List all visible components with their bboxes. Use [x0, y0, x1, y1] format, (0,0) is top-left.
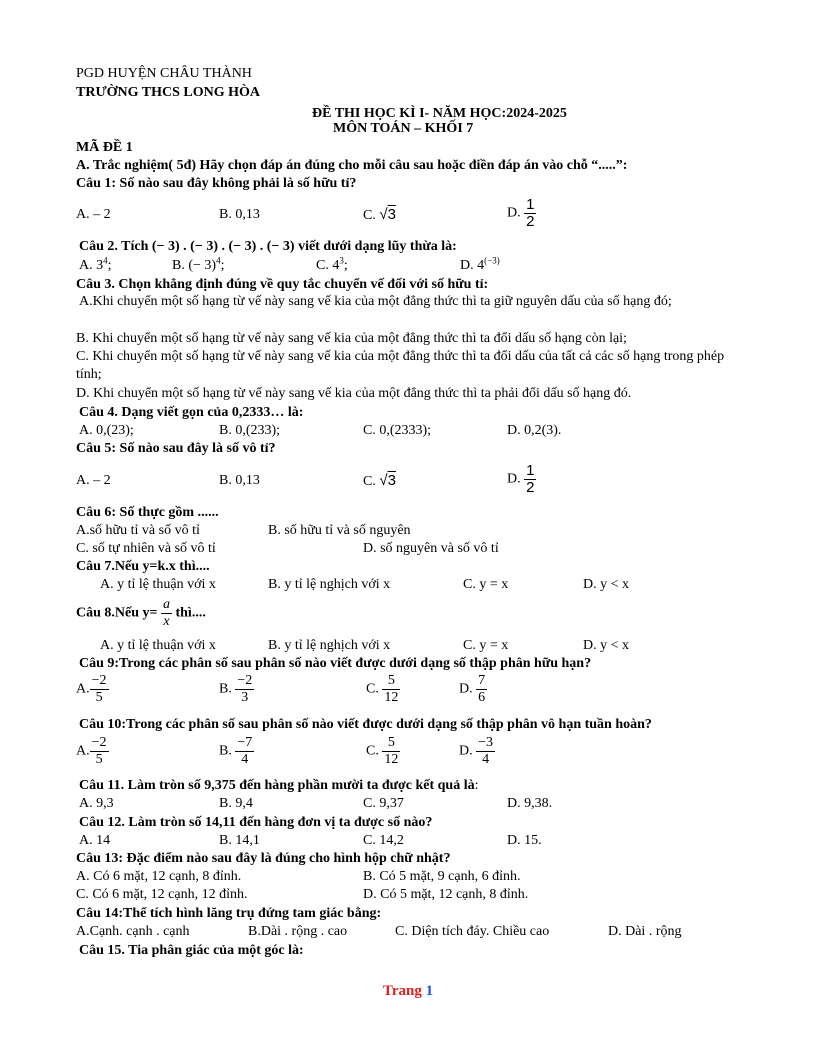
- fraction: $\frac{7}{6}$: [478, 673, 486, 705]
- q5-option-b: B. 0,13: [219, 473, 260, 488]
- question-11-stem: Câu 11. Làm tròn số 9,375 đến hàng phần mười ta được kết quả là:: [79, 778, 479, 793]
- exam-title: ĐỀ THI HỌC KÌ I- NĂM HỌC:2024-2025: [312, 106, 567, 121]
- question-10-stem: Câu 10:Trong các phân số sau phân số nào viết được dưới dạng số thập phân vô hạn tuần hoàn?: [79, 717, 652, 732]
- question-6-stem: Câu 6: Số thực gồm ......: [76, 505, 219, 520]
- question-7-stem: Câu 7.Nếu y=k.x thì....: [76, 559, 210, 574]
- question-14-stem: Câu 14:Thể tích hình lăng trụ đứng tam giác bằng:: [76, 906, 382, 921]
- q13-option-a: A. Có 6 mặt, 12 cạnh, 8 đỉnh.: [76, 869, 242, 884]
- q12-option-a: A. 14: [79, 833, 111, 848]
- q11-option-a: A. 9,3: [79, 796, 114, 811]
- sqrt-symbol: √3: [379, 206, 396, 223]
- page-footer: [0, 983, 816, 1000]
- q11-option-b: B. 9,4: [219, 796, 253, 811]
- question-2-stem: Câu 2. Tích (− 3) . (− 3) . (− 3) . (− 3) viết dưới dạng lũy thừa là:: [79, 239, 457, 254]
- q8-option-b: B. y tỉ lệ nghịch với x: [268, 638, 391, 653]
- q14-option-d: D. Dài . rộng: [608, 924, 682, 939]
- q9-option-a: A. $\frac{-2}{5}$: [76, 673, 107, 705]
- q5-option-c: C. √3: [363, 472, 396, 489]
- question-3-stem: Câu 3. Chọn khẳng định đúng về quy tắc chuyển vế đối với số hữu tỉ:: [76, 277, 489, 292]
- q2-option-a: A. $3^4$;: [79, 255, 112, 273]
- q11-option-d: D. 9,38.: [507, 796, 553, 811]
- question-1-stem: Câu 1: Số nào sau đây không phải là số hữu tỉ?: [76, 176, 357, 191]
- question-8-stem: Câu 8.Nếu y= $\frac{a}{x}$ thì....: [76, 597, 206, 629]
- fraction: $\frac{5}{12}$: [384, 735, 399, 767]
- q1-option-a: A. – 2: [76, 207, 111, 222]
- q11-option-c: C. 9,37: [363, 796, 404, 811]
- q9-option-d: D. $\frac{7}{6}$: [459, 673, 486, 705]
- question-15-stem: Câu 15. Tia phân giác của một góc là:: [79, 943, 304, 958]
- q3-option-b: B. Khi chuyển một số hạng từ vế này sang vế kia của một đẳng thức thì ta đổi dấu số hạng còn lại;: [76, 331, 627, 346]
- q6-option-a: A.số hữu tỉ và số vô tỉ: [76, 523, 200, 538]
- q7-option-a: A. y tỉ lệ thuận với x: [100, 577, 216, 592]
- q13-option-b: B. Có 5 mặt, 9 cạnh, 6 đỉnh.: [363, 869, 521, 884]
- q4-option-b: B. 0,(233);: [219, 423, 281, 438]
- q14-option-c: C. Diện tích đáy. Chiều cao: [395, 924, 550, 939]
- q10-option-d: D. $\frac{-3}{4}$: [459, 735, 494, 767]
- department-name: PGD HUYỆN CHÂU THÀNH: [76, 66, 252, 81]
- fraction: $\frac{-7}{4}$: [237, 735, 253, 767]
- q5-option-d: D. $\frac{1}{2}$: [507, 462, 535, 496]
- q3-option-d: D. Khi chuyển một số hạng từ vế này sang vế kia của một đẳng thức thì ta phải đổi dấu số hạng đó.: [76, 386, 632, 401]
- exam-code: MÃ ĐỀ 1: [76, 140, 133, 155]
- page-label: Trang: [382, 983, 422, 999]
- q10-option-a: A. $\frac{-2}{5}$: [76, 735, 107, 767]
- exam-subject: MÔN TOÁN – KHỐI 7: [333, 121, 474, 136]
- q12-option-d: D. 15.: [507, 833, 542, 848]
- q14-option-a: A.Cạnh. cạnh . cạnh: [76, 924, 190, 939]
- fraction: $\frac{1}{2}$: [526, 196, 535, 230]
- q9-option-c: C. $\frac{5}{12}$: [366, 673, 399, 705]
- q4-option-c: C. 0,(2333);: [363, 423, 432, 438]
- q8-option-c: C. y = x: [463, 638, 509, 653]
- q1-option-c: C. √3: [363, 206, 396, 223]
- q6-option-d: D. số nguyên và số vô tỉ: [363, 541, 499, 556]
- q8-option-d: D. y < x: [583, 638, 630, 653]
- question-5-stem: Câu 5: Số nào sau đây là số vô tỉ?: [76, 441, 276, 456]
- q9-option-b: B. $\frac{-2}{3}$: [219, 673, 253, 705]
- q13-option-c: C. Có 6 mặt, 12 cạnh, 12 đỉnh.: [76, 887, 248, 902]
- fraction: $\frac{-2}{5}$: [91, 673, 107, 705]
- fraction: $\frac{a}{x}$: [162, 597, 170, 629]
- fraction: $\frac{-3}{4}$: [478, 735, 494, 767]
- q6-option-b: B. số hữu tỉ và số nguyên: [268, 523, 411, 538]
- q12-option-b: B. 14,1: [219, 833, 260, 848]
- q3-option-a: A.Khi chuyển một số hạng từ vế này sang vế kia của một đẳng thức thì ta giữ nguyên dấu của số hạng đó;: [79, 294, 672, 309]
- fraction: $\frac{-2}{5}$: [91, 735, 107, 767]
- fraction: $\frac{5}{12}$: [384, 673, 399, 705]
- q12-option-c: C. 14,2: [363, 833, 404, 848]
- q7-option-b: B. y tỉ lệ nghịch với x: [268, 577, 391, 592]
- q7-option-c: C. y = x: [463, 577, 509, 592]
- section-a-heading: A. Trắc nghiệm( 5đ) Hãy chọn đáp án đúng cho mỗi câu sau hoặc điền đáp án vào chỗ “.....”:: [76, 158, 628, 173]
- q10-option-c: C. $\frac{5}{12}$: [366, 735, 399, 767]
- question-4-stem: Câu 4. Dạng viết gọn của 0,2333… là:: [79, 405, 304, 420]
- q5-option-a: A. – 2: [76, 473, 111, 488]
- fraction: $\frac{-2}{3}$: [237, 673, 253, 705]
- q10-option-b: B. $\frac{-7}{4}$: [219, 735, 253, 767]
- q8-option-a: A. y tỉ lệ thuận với x: [100, 638, 216, 653]
- question-13-stem: Câu 13: Đặc điểm nào sau đây là đúng cho hình hộp chữ nhật?: [76, 851, 451, 866]
- page-number: 1: [425, 983, 434, 999]
- fraction: $\frac{1}{2}$: [526, 462, 535, 496]
- q4-option-a: A. 0,(23);: [79, 423, 134, 438]
- q3-option-c: C. Khi chuyển một số hạng từ vế này sang vế kia của một đẳng thức thì ta đổi dấu của tất cả các số hạng trong phép tính;: [76, 349, 725, 382]
- question-12-stem: Câu 12. Làm tròn số 14,11 đến hàng đơn vị ta được số nào?: [79, 815, 433, 830]
- q13-option-d: D. Có 5 mặt, 12 cạnh, 8 đỉnh.: [363, 887, 529, 902]
- q6-option-c: C. số tự nhiên và số vô tỉ: [76, 541, 216, 556]
- q2-option-c: C. $4^3$;: [316, 255, 348, 273]
- sqrt-symbol: √3: [379, 472, 396, 489]
- q1-option-b: B. 0,13: [219, 207, 260, 222]
- school-name: TRƯỜNG THCS LONG HÒA: [76, 85, 260, 100]
- question-9-stem: Câu 9:Trong các phân số sau phân số nào viết được dưới dạng số thập phân hữu hạn?: [79, 656, 592, 671]
- q4-option-d: D. 0,2(3).: [507, 423, 562, 438]
- q1-option-d: D. $\frac{1}{2}$: [507, 196, 535, 230]
- q2-option-b: B. (− 3)$^4$;: [172, 255, 225, 273]
- q14-option-b: B.Dài . rộng . cao: [248, 924, 348, 939]
- q2-option-d: D. $4^{(-3)}$: [460, 255, 500, 273]
- q7-option-d: D. y < x: [583, 577, 630, 592]
